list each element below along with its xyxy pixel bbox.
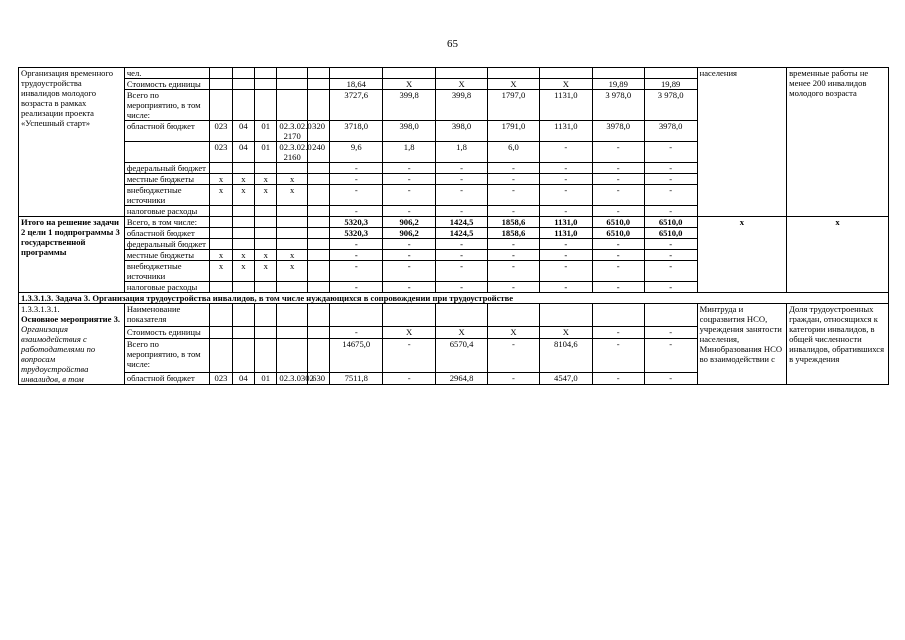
row-label: федеральный бюджет xyxy=(124,239,209,250)
event-code: 1.3.3.1.3.1. xyxy=(21,304,60,314)
value-cell: Х xyxy=(539,326,592,338)
value-cell: 19,89 xyxy=(592,79,644,90)
value-cell: 1424,5 xyxy=(436,228,488,239)
value-cell: - xyxy=(592,282,644,293)
value-cell: - xyxy=(330,261,383,282)
event-description: Организация взаимодействия с работодателями по вопросам трудоустройства инвалидов, в том xyxy=(21,324,96,384)
value-cell: 3978,0 xyxy=(592,121,644,142)
code-cell: 630 xyxy=(307,372,329,384)
row-label: внебюджетные источники xyxy=(124,261,209,282)
value-cell: - xyxy=(539,174,592,185)
event-title: Основное мероприятие 3. xyxy=(21,314,121,324)
row-label: чел. xyxy=(124,68,209,79)
code-cell: х xyxy=(210,174,232,185)
value-cell: - xyxy=(436,206,488,217)
code-cell xyxy=(232,68,254,79)
row-label: Всего по мероприятию, в том числе: xyxy=(124,339,209,373)
task-header-row xyxy=(19,293,889,304)
performer-cell: х xyxy=(697,217,787,293)
code-cell: х xyxy=(232,250,254,261)
value-cell: - xyxy=(436,250,488,261)
value-cell: - xyxy=(592,261,644,282)
code-cell: 01 xyxy=(255,142,277,163)
value-cell xyxy=(330,304,383,327)
code-cell: х xyxy=(277,185,308,206)
event-name: Организация временного трудоустройства инвалидов молодого возраста в рамках реализации проекта «Успешный старт» xyxy=(19,68,125,217)
code-cell xyxy=(277,339,308,373)
row-label: Стоимость единицы xyxy=(124,79,209,90)
value-cell: - xyxy=(330,206,383,217)
code-cell xyxy=(307,239,329,250)
code-cell xyxy=(210,228,232,239)
value-cell: 3727,6 xyxy=(330,90,383,121)
code-cell xyxy=(210,206,232,217)
value-cell: - xyxy=(539,142,592,163)
code-cell xyxy=(307,304,329,327)
code-cell xyxy=(255,79,277,90)
value-cell: - xyxy=(488,261,540,282)
value-cell: 18,64 xyxy=(330,79,383,90)
value-cell: 2964,8 xyxy=(436,372,488,384)
code-cell xyxy=(255,304,277,327)
value-cell: 4547,0 xyxy=(539,372,592,384)
code-cell xyxy=(307,68,329,79)
value-cell xyxy=(383,304,436,327)
value-cell: - xyxy=(644,339,697,373)
code-cell: 02.3.02.0 2160 xyxy=(277,142,308,163)
value-cell: 6570,4 xyxy=(436,339,488,373)
value-cell: - xyxy=(539,282,592,293)
value-cell: - xyxy=(436,282,488,293)
code-cell xyxy=(210,163,232,174)
code-cell xyxy=(307,339,329,373)
value-cell: - xyxy=(592,372,644,384)
value-cell: - xyxy=(592,339,644,373)
value-cell: - xyxy=(436,185,488,206)
value-cell xyxy=(539,304,592,327)
code-cell xyxy=(255,339,277,373)
code-cell: х xyxy=(232,174,254,185)
code-cell xyxy=(255,206,277,217)
code-cell xyxy=(255,228,277,239)
performer-cell: Минтруда и соцразвития НСО, учреждения занятости населения, Минобразования НСО во взаимодействии с xyxy=(697,304,787,385)
value-cell xyxy=(436,68,488,79)
value-cell: - xyxy=(539,250,592,261)
value-cell xyxy=(383,68,436,79)
value-cell: - xyxy=(592,239,644,250)
row-label: местные бюджеты xyxy=(124,250,209,261)
code-cell xyxy=(232,339,254,373)
code-cell xyxy=(255,326,277,338)
row-label: налоговые расходы xyxy=(124,282,209,293)
page-number: 65 xyxy=(447,38,458,50)
table-row xyxy=(19,217,889,228)
value-cell: - xyxy=(488,239,540,250)
code-cell: 023 xyxy=(210,372,232,384)
value-cell: - xyxy=(488,185,540,206)
code-cell: 01 xyxy=(255,372,277,384)
code-cell xyxy=(210,217,232,228)
code-cell: х xyxy=(255,174,277,185)
value-cell: - xyxy=(488,282,540,293)
value-cell: Х xyxy=(383,326,436,338)
value-cell: Х xyxy=(436,79,488,90)
value-cell xyxy=(592,304,644,327)
code-cell: х xyxy=(232,261,254,282)
value-cell xyxy=(644,304,697,327)
value-cell: 906,2 xyxy=(383,228,436,239)
code-cell: 02.3.0302 xyxy=(277,372,308,384)
code-cell xyxy=(277,90,308,121)
code-cell: 023 xyxy=(210,142,232,163)
value-cell: - xyxy=(383,339,436,373)
code-cell: х xyxy=(255,185,277,206)
code-cell: х xyxy=(210,261,232,282)
value-cell: - xyxy=(383,282,436,293)
value-cell: 1858,6 xyxy=(488,228,540,239)
table-row xyxy=(19,68,889,79)
value-cell: - xyxy=(644,261,697,282)
code-cell xyxy=(307,261,329,282)
value-cell: - xyxy=(330,163,383,174)
value-cell: 1424,5 xyxy=(436,217,488,228)
value-cell: 5320,3 xyxy=(330,217,383,228)
row-label: местные бюджеты xyxy=(124,174,209,185)
code-cell xyxy=(210,239,232,250)
code-cell xyxy=(210,326,232,338)
code-cell: х xyxy=(232,185,254,206)
value-cell: - xyxy=(644,163,697,174)
indicator-cell: Доля трудоустроенных граждан, относящихся к категории инвалидов, в общей численности инвалидов, обратившихся в учреждения xyxy=(787,304,889,385)
value-cell: - xyxy=(488,250,540,261)
code-cell xyxy=(307,250,329,261)
code-cell: х xyxy=(210,185,232,206)
row-label: Всего, в том числе: xyxy=(124,217,209,228)
code-cell xyxy=(307,206,329,217)
value-cell xyxy=(436,304,488,327)
value-cell: Х xyxy=(488,79,540,90)
value-cell: - xyxy=(436,239,488,250)
code-cell xyxy=(277,217,308,228)
table-row xyxy=(19,304,889,327)
row-label: федеральный бюджет xyxy=(124,163,209,174)
value-cell: 1858,6 xyxy=(488,217,540,228)
task-header: 1.3.3.1.3. Задача 3. Организация трудоустройства инвалидов, в том числе нуждающихся в сопровождении при трудоустройстве xyxy=(19,293,889,304)
value-cell xyxy=(644,68,697,79)
value-cell: - xyxy=(330,326,383,338)
row-label: областной бюджет xyxy=(124,228,209,239)
code-cell: 023 xyxy=(210,121,232,142)
value-cell: - xyxy=(330,239,383,250)
code-cell xyxy=(255,239,277,250)
code-cell xyxy=(232,206,254,217)
value-cell: 6510,0 xyxy=(592,228,644,239)
code-cell xyxy=(232,163,254,174)
value-cell: 398,0 xyxy=(383,121,436,142)
value-cell: - xyxy=(644,250,697,261)
value-cell: - xyxy=(383,206,436,217)
code-cell xyxy=(255,90,277,121)
value-cell: 399,8 xyxy=(383,90,436,121)
code-cell xyxy=(277,326,308,338)
value-cell: - xyxy=(436,261,488,282)
value-cell: - xyxy=(539,239,592,250)
row-label: налоговые расходы xyxy=(124,206,209,217)
main-event-cell xyxy=(19,304,125,385)
value-cell: 1131,0 xyxy=(539,228,592,239)
code-cell xyxy=(255,163,277,174)
code-cell xyxy=(255,217,277,228)
value-cell: 1797,0 xyxy=(488,90,540,121)
value-cell: 3718,0 xyxy=(330,121,383,142)
value-cell: - xyxy=(539,261,592,282)
code-cell: х xyxy=(255,250,277,261)
total-name: Итого на решение задачи 2 цели 1 подпрограммы 3 государственной программы xyxy=(19,217,125,293)
value-cell: - xyxy=(330,282,383,293)
value-cell: - xyxy=(383,239,436,250)
value-cell: - xyxy=(330,185,383,206)
value-cell: 3 978,0 xyxy=(644,90,697,121)
value-cell: 399,8 xyxy=(436,90,488,121)
value-cell: - xyxy=(592,142,644,163)
code-cell: х xyxy=(277,250,308,261)
value-cell: 3 978,0 xyxy=(592,90,644,121)
value-cell: 14675,0 xyxy=(330,339,383,373)
code-cell xyxy=(210,90,232,121)
value-cell: 1131,0 xyxy=(539,90,592,121)
value-cell: - xyxy=(592,163,644,174)
value-cell: - xyxy=(383,261,436,282)
code-cell xyxy=(232,90,254,121)
value-cell: - xyxy=(644,142,697,163)
value-cell: - xyxy=(436,163,488,174)
code-cell xyxy=(307,228,329,239)
value-cell: - xyxy=(488,339,540,373)
value-cell: 1,8 xyxy=(436,142,488,163)
code-cell xyxy=(210,79,232,90)
value-cell: 7511,8 xyxy=(330,372,383,384)
code-cell xyxy=(210,68,232,79)
code-cell xyxy=(307,282,329,293)
code-cell xyxy=(255,282,277,293)
value-cell: - xyxy=(644,282,697,293)
value-cell: Х xyxy=(539,79,592,90)
value-cell: - xyxy=(592,185,644,206)
code-cell: 04 xyxy=(232,372,254,384)
code-cell xyxy=(277,79,308,90)
value-cell: - xyxy=(330,250,383,261)
code-cell xyxy=(307,217,329,228)
value-cell: - xyxy=(539,185,592,206)
code-cell xyxy=(210,282,232,293)
value-cell: 6,0 xyxy=(488,142,540,163)
code-cell xyxy=(277,228,308,239)
value-cell: 9,6 xyxy=(330,142,383,163)
value-cell: - xyxy=(644,185,697,206)
value-cell: - xyxy=(383,372,436,384)
value-cell xyxy=(488,304,540,327)
indicator-cell: временные работы не менее 200 инвалидов молодого возраста xyxy=(787,68,889,217)
value-cell: 6510,0 xyxy=(644,228,697,239)
value-cell: - xyxy=(383,250,436,261)
code-cell xyxy=(232,217,254,228)
value-cell xyxy=(488,68,540,79)
code-cell xyxy=(307,326,329,338)
code-cell xyxy=(232,326,254,338)
code-cell: 01 xyxy=(255,121,277,142)
value-cell: - xyxy=(644,326,697,338)
value-cell xyxy=(539,68,592,79)
value-cell: - xyxy=(436,174,488,185)
code-cell xyxy=(277,68,308,79)
code-cell: 240 xyxy=(307,142,329,163)
code-cell xyxy=(210,304,232,327)
value-cell: - xyxy=(383,174,436,185)
code-cell xyxy=(232,79,254,90)
row-label: Наименование показателя xyxy=(124,304,209,327)
code-cell xyxy=(277,304,308,327)
row-label: областной бюджет xyxy=(124,121,209,142)
value-cell: - xyxy=(592,174,644,185)
row-label: Всего по мероприятию, в том числе: xyxy=(124,90,209,121)
code-cell xyxy=(277,239,308,250)
row-label xyxy=(124,142,209,163)
code-cell xyxy=(232,228,254,239)
code-cell xyxy=(232,239,254,250)
value-cell xyxy=(592,68,644,79)
code-cell xyxy=(307,163,329,174)
code-cell xyxy=(210,339,232,373)
value-cell: - xyxy=(330,174,383,185)
code-cell xyxy=(255,68,277,79)
code-cell xyxy=(232,282,254,293)
value-cell: 1,8 xyxy=(383,142,436,163)
value-cell: - xyxy=(644,206,697,217)
value-cell: Х xyxy=(383,79,436,90)
value-cell: 3978,0 xyxy=(644,121,697,142)
indicator-cell: х xyxy=(787,217,889,293)
code-cell xyxy=(307,185,329,206)
code-cell xyxy=(307,90,329,121)
value-cell: 1131,0 xyxy=(539,217,592,228)
value-cell: - xyxy=(488,163,540,174)
value-cell: 19,89 xyxy=(644,79,697,90)
value-cell: 6510,0 xyxy=(592,217,644,228)
value-cell: 1131,0 xyxy=(539,121,592,142)
value-cell: - xyxy=(488,174,540,185)
value-cell: - xyxy=(383,185,436,206)
code-cell: 320 xyxy=(307,121,329,142)
code-cell xyxy=(307,79,329,90)
code-cell xyxy=(277,163,308,174)
value-cell: - xyxy=(644,174,697,185)
code-cell: 04 xyxy=(232,121,254,142)
code-cell: х xyxy=(277,261,308,282)
code-cell xyxy=(277,282,308,293)
code-cell: х xyxy=(277,174,308,185)
performer-cell: населения xyxy=(697,68,787,217)
code-cell xyxy=(232,304,254,327)
value-cell: 398,0 xyxy=(436,121,488,142)
value-cell: - xyxy=(644,239,697,250)
value-cell: 1791,0 xyxy=(488,121,540,142)
value-cell: 906,2 xyxy=(383,217,436,228)
value-cell: - xyxy=(488,206,540,217)
value-cell: - xyxy=(592,326,644,338)
value-cell: 6510,0 xyxy=(644,217,697,228)
value-cell: - xyxy=(539,206,592,217)
value-cell: 8104,6 xyxy=(539,339,592,373)
value-cell xyxy=(330,68,383,79)
code-cell xyxy=(277,206,308,217)
value-cell: Х xyxy=(436,326,488,338)
row-label: областной бюджет xyxy=(124,372,209,384)
budget-table xyxy=(18,67,889,385)
value-cell: - xyxy=(539,163,592,174)
value-cell: 5320,3 xyxy=(330,228,383,239)
code-cell: х xyxy=(255,261,277,282)
row-label: Стоимость единицы xyxy=(124,326,209,338)
value-cell: - xyxy=(592,206,644,217)
value-cell: - xyxy=(383,163,436,174)
code-cell xyxy=(307,174,329,185)
code-cell: 04 xyxy=(232,142,254,163)
value-cell: - xyxy=(488,372,540,384)
code-cell: х xyxy=(210,250,232,261)
code-cell: 02.3.02.0 2170 xyxy=(277,121,308,142)
row-label: внебюджетные источники xyxy=(124,185,209,206)
value-cell: Х xyxy=(488,326,540,338)
value-cell: - xyxy=(592,250,644,261)
value-cell: - xyxy=(644,372,697,384)
